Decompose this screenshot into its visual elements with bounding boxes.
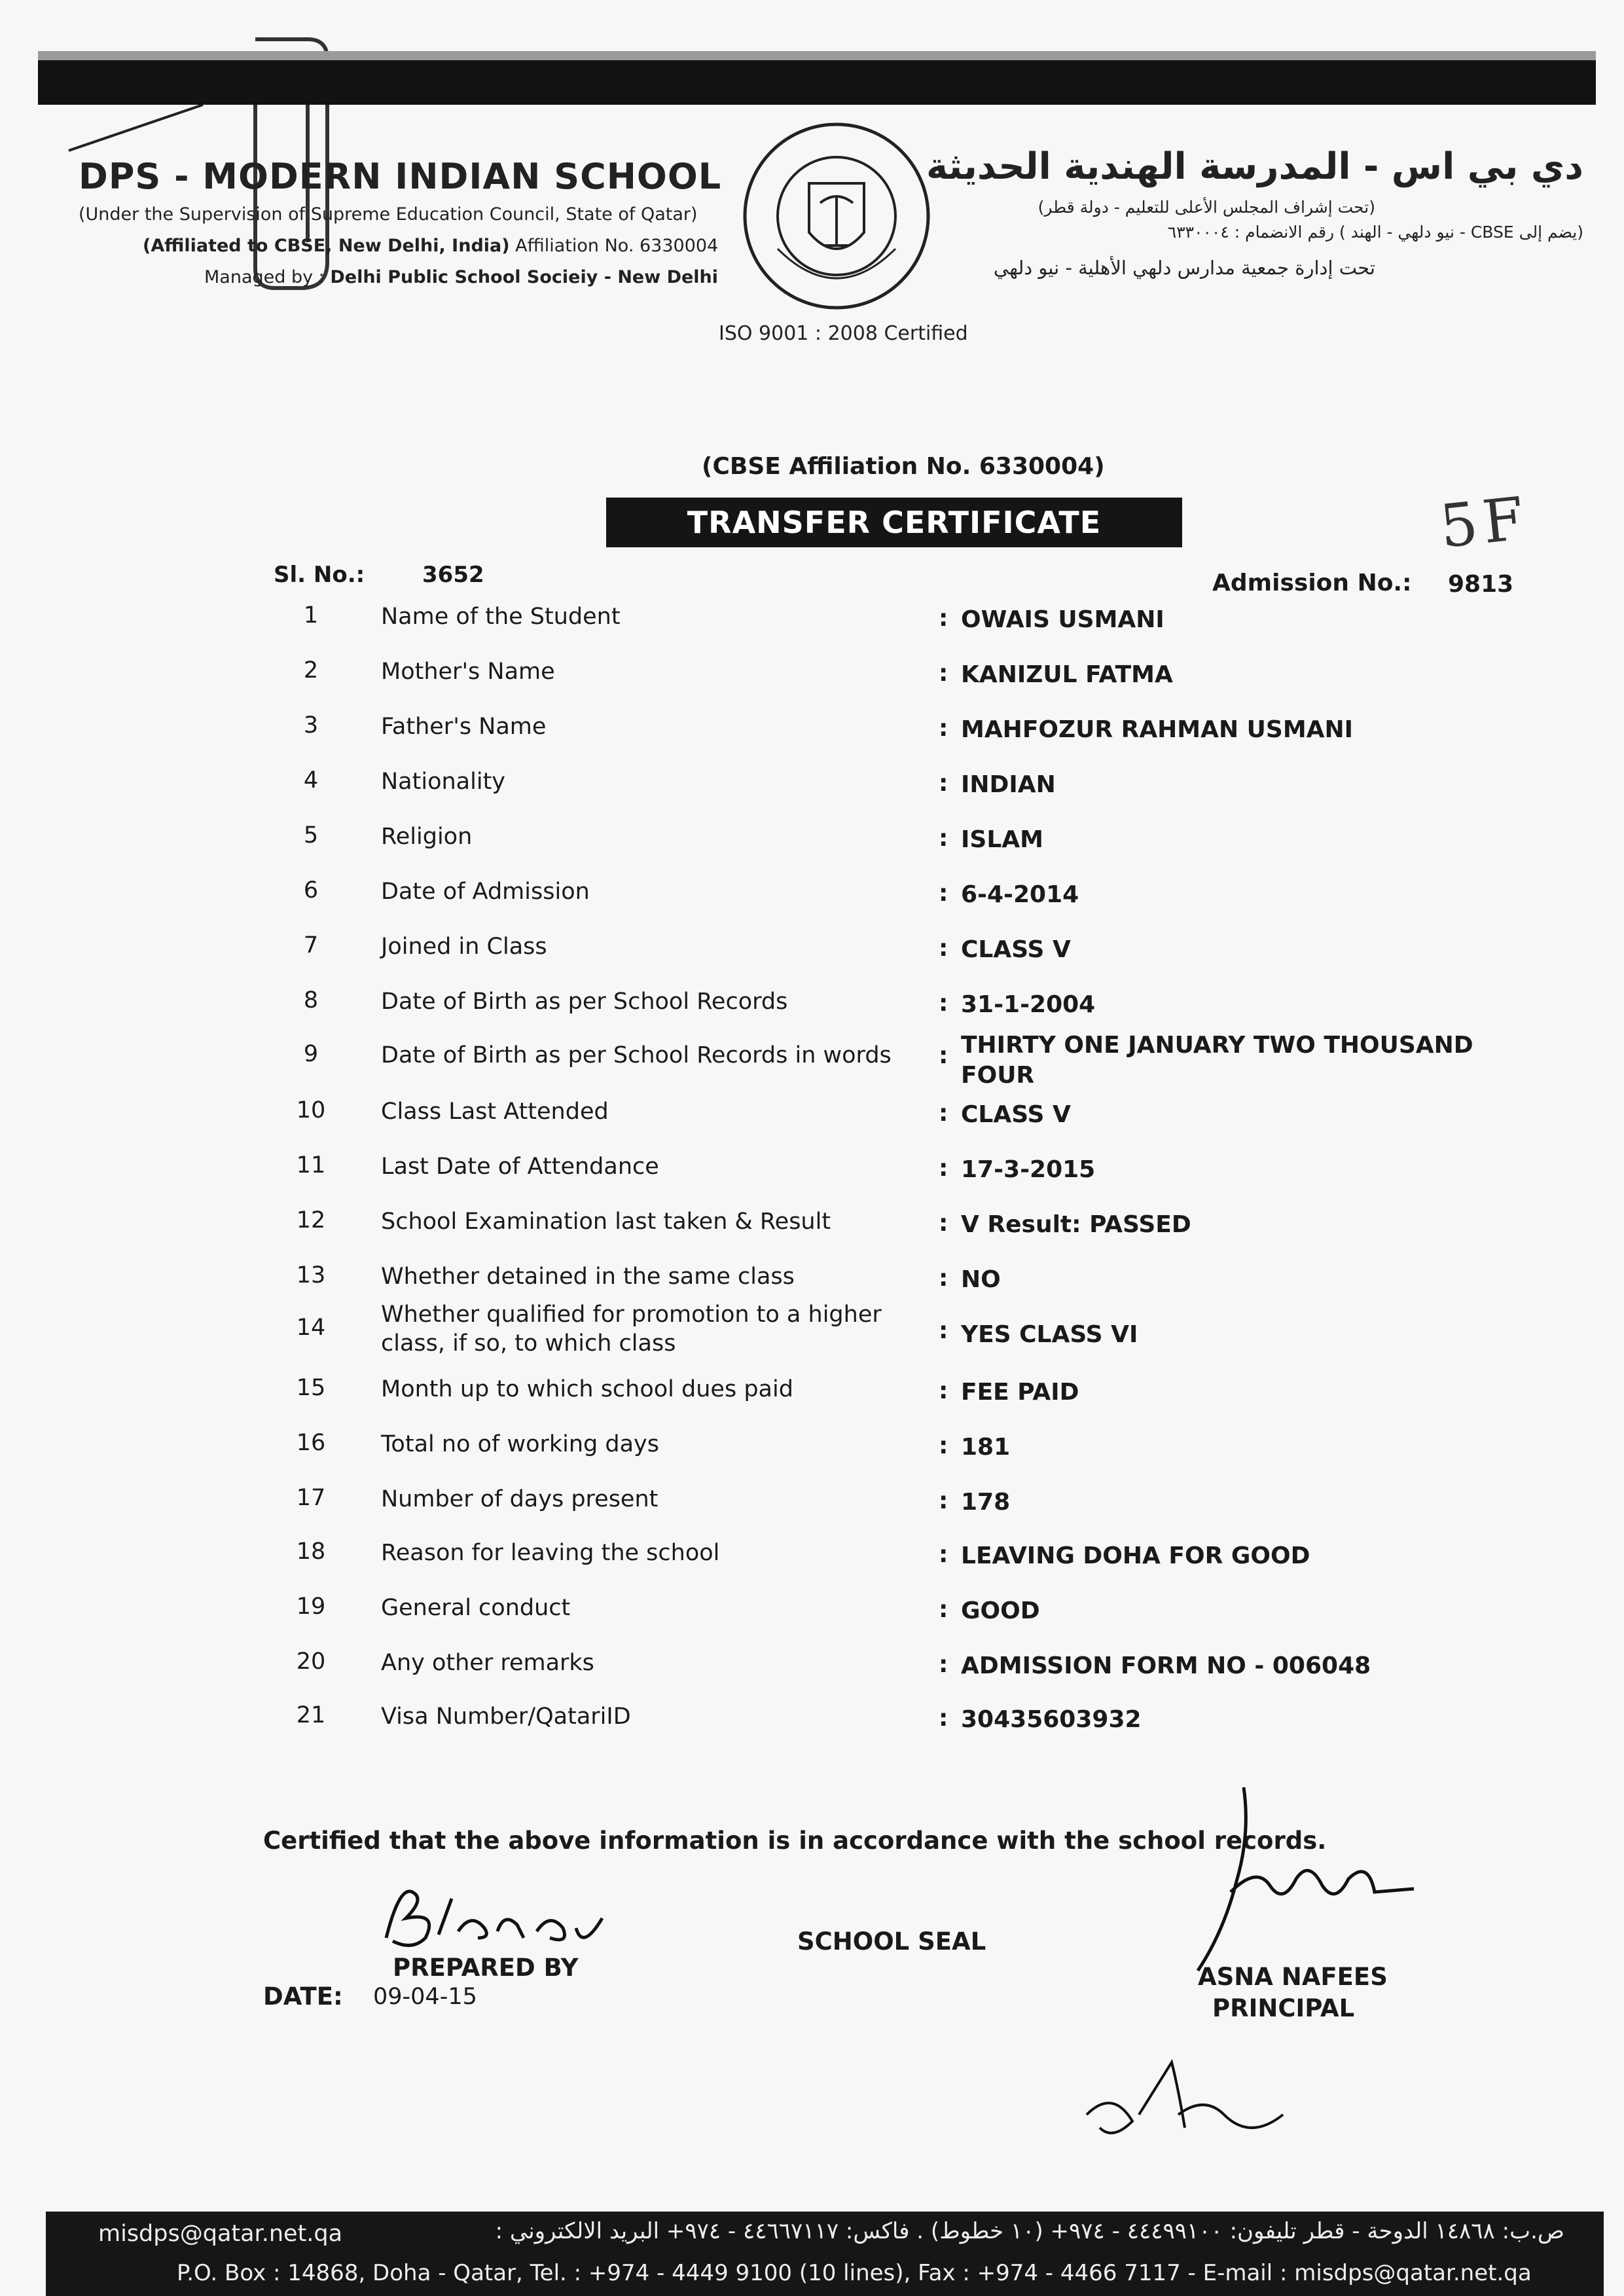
affiliation-number: Affiliation No. 6330004 (509, 236, 719, 256)
row-number: 14 (296, 1315, 326, 1341)
row-label: Visa Number/QatariID (381, 1704, 631, 1730)
initial-signature (1074, 2049, 1296, 2160)
row-label: Total no of working days (381, 1431, 660, 1457)
managed-by: Delhi Public School Socieiy - New Delhi (330, 267, 719, 287)
row-label: Date of Birth as per School Records (381, 989, 788, 1015)
row-label: General conduct (381, 1595, 571, 1621)
row-label: Nationality (381, 769, 506, 795)
row-colon: : (939, 1541, 948, 1568)
row-value: GOOD (961, 1597, 1040, 1624)
certificate-row (0, 1207, 1506, 1260)
row-number: 20 (296, 1649, 326, 1675)
row-number: 5 (303, 822, 319, 848)
row-value: YES CLASS VI (961, 1321, 1138, 1348)
row-label: Whether qualified for promotion to a higher class, if so, to which class (381, 1302, 882, 1357)
row-label: School Examination last taken & Result (381, 1209, 831, 1235)
row-number: 13 (296, 1262, 326, 1288)
certificate-row (0, 1097, 1506, 1150)
row-colon: : (939, 1596, 948, 1623)
certificate-row (0, 767, 1506, 820)
row-value: THIRTY ONE JANUARY TWO THOUSAND FOUR (961, 1032, 1473, 1089)
pen-stroke-mark (65, 98, 209, 157)
certificate-row (0, 1430, 1506, 1482)
row-number: 18 (296, 1539, 326, 1565)
row-value: 178 (961, 1489, 1011, 1516)
row-colon: : (939, 1210, 948, 1237)
admission-number: 9813 (1448, 571, 1514, 598)
row-colon: : (939, 825, 948, 852)
row-colon: : (939, 660, 948, 687)
footer-arabic-contact: ص.ب: ١٤٨٦٨ الدوحة - قطر تليفون: ٤٤٤٩٩١٠٠ - ٩٧٤+ (١٠ خطوط) . فاكس: ٤٤٦٦٧١١٧ - ٩٧٤+ البريد الالكتروني : (495, 2218, 1564, 2244)
footer-email: misdps@qatar.net.qa (98, 2221, 343, 2247)
row-number: 4 (303, 767, 319, 793)
row-label: Name of the Student (381, 604, 621, 630)
row-value: CLASS V (961, 1101, 1071, 1128)
row-number: 15 (296, 1375, 326, 1401)
arabic-school-name: دي بي اس - المدرسة الهندية الحديثة (926, 145, 1583, 188)
managed-line (204, 267, 718, 287)
row-number: 2 (303, 657, 319, 683)
certificate-row (0, 1302, 1506, 1367)
affiliation-line (143, 236, 718, 256)
certificate-row (0, 657, 1506, 710)
cbse-affiliation: (CBSE Affiliation No. 6330004) (702, 453, 1105, 480)
row-number: 10 (296, 1097, 326, 1123)
principal-title: PRINCIPAL (1212, 1994, 1355, 2022)
row-number: 17 (296, 1485, 326, 1511)
certificate-row (0, 1485, 1506, 1537)
row-colon: : (939, 1651, 948, 1678)
certificate-row (0, 712, 1506, 765)
row-label: Mother's Name (381, 659, 555, 685)
certificate-row (0, 602, 1506, 655)
row-colon: : (939, 1317, 948, 1344)
row-value: 6-4-2014 (961, 881, 1079, 908)
row-number: 3 (303, 712, 319, 738)
row-value: V Result: PASSED (961, 1211, 1191, 1238)
row-value: FEE PAID (961, 1379, 1079, 1406)
row-number: 16 (296, 1430, 326, 1456)
date-label: DATE: (263, 1982, 343, 2011)
row-colon: : (939, 1155, 948, 1182)
row-label: Month up to which school dues paid (381, 1376, 793, 1402)
row-label: Date of Admission (381, 879, 590, 905)
row-value: MAHFOZUR RAHMAN USMANI (961, 716, 1354, 743)
row-number: 9 (303, 1041, 319, 1067)
arabic-affiliation: (يضم إلى CBSE - نيو دلهي - الهند ) رقم الانضمام : ٦٣٣٠٠٠٤ (1167, 223, 1583, 242)
certificate-row (0, 1375, 1506, 1427)
supervision-line: (Under the Supervision of Supreme Education Council, State of Qatar) (79, 204, 698, 225)
row-label: Last Date of Attendance (381, 1154, 659, 1180)
row-value: 181 (961, 1434, 1011, 1461)
row-colon: : (939, 1377, 948, 1404)
row-value: NO (961, 1266, 1001, 1293)
row-label: Reason for leaving the school (381, 1540, 720, 1566)
row-label: Class Last Attended (381, 1099, 609, 1125)
row-number: 19 (296, 1594, 326, 1620)
row-colon: : (939, 990, 948, 1017)
row-number: 11 (296, 1152, 326, 1178)
row-label: Number of days present (381, 1486, 659, 1512)
certificate-row (0, 1649, 1506, 1701)
row-number: 12 (296, 1207, 326, 1233)
principal-name: ASNA NAFEES (1198, 1963, 1388, 1991)
row-label: Father's Name (381, 714, 547, 740)
row-number: 1 (303, 602, 319, 629)
row-colon: : (939, 770, 948, 797)
row-colon: : (939, 1042, 948, 1069)
handwritten-mark: 5F (1436, 484, 1532, 562)
row-number: 7 (303, 932, 319, 958)
school-name: DPS - MODERN INDIAN SCHOOL (79, 156, 722, 197)
certificate-row (0, 822, 1506, 875)
certificate-row (0, 1152, 1506, 1205)
row-number: 6 (303, 877, 319, 903)
row-colon: : (939, 1432, 948, 1459)
row-value: LEAVING DOHA FOR GOOD (961, 1542, 1310, 1569)
school-crest-logo (738, 118, 935, 314)
managed-prefix: Managed by : (204, 267, 331, 287)
row-value: ISLAM (961, 826, 1043, 853)
certificate-title: TRANSFER CERTIFICATE (606, 498, 1182, 547)
certificate-row (0, 1032, 1506, 1093)
row-label: Joined in Class (381, 934, 547, 960)
principal-signature (1152, 1781, 1427, 1977)
certificate-row (0, 877, 1506, 930)
admission-number-label: Admission No.: (1212, 570, 1412, 596)
arabic-supervision: (تحت إشراف المجلس الأعلى للتعليم - دولة قطر) (1038, 198, 1375, 217)
serial-number-label: Sl. No.: (274, 562, 365, 588)
certification-statement: Certified that the above information is in accordance with the school records. (263, 1827, 1327, 1855)
row-value: INDIAN (961, 771, 1056, 798)
prepared-by-label: PREPARED BY (393, 1954, 579, 1982)
contact-footer (46, 2212, 1604, 2296)
preparer-signature (373, 1872, 622, 1964)
header-bar-edge (38, 51, 1596, 60)
iso-certification: ISO 9001 : 2008 Certified (719, 322, 968, 345)
row-value: OWAIS USMANI (961, 606, 1164, 633)
arabic-managed-by: تحت إدارة جمعية مدارس دلهي الأهلية - نيو دلهي (993, 257, 1375, 279)
row-label: Whether detained in the same class (381, 1264, 795, 1290)
row-number: 21 (296, 1702, 326, 1728)
row-number: 8 (303, 987, 319, 1013)
row-value: 17-3-2015 (961, 1156, 1096, 1183)
row-colon: : (939, 1265, 948, 1292)
row-colon: : (939, 1100, 948, 1127)
date-value: 09-04-15 (373, 1984, 477, 2010)
row-value: CLASS V (961, 936, 1071, 963)
school-seal-label: SCHOOL SEAL (797, 1927, 986, 1956)
row-label: Religion (381, 824, 473, 850)
row-colon: : (939, 935, 948, 962)
row-colon: : (939, 1487, 948, 1514)
row-value: 31-1-2004 (961, 991, 1096, 1018)
row-colon: : (939, 605, 948, 632)
certificate-row (0, 1594, 1506, 1646)
row-value: 30435603932 (961, 1706, 1142, 1733)
row-label: Date of Birth as per School Records in words (381, 1042, 892, 1068)
row-value: ADMISSION FORM NO - 006048 (961, 1652, 1371, 1679)
footer-address: P.O. Box : 14868, Doha - Qatar, Tel. : +974 - 4449 9100 (10 lines), Fax : +974 - 4466 7117 - E-mail : misdps@qatar.net.qa (177, 2260, 1532, 2286)
row-label: Any other remarks (381, 1650, 594, 1676)
certificate-row (0, 1539, 1506, 1591)
row-colon: : (939, 1705, 948, 1732)
row-value: KANIZUL FATMA (961, 661, 1173, 688)
affiliated-text: (Affiliated to CBSE, New Delhi, India) (143, 236, 510, 256)
row-colon: : (939, 715, 948, 742)
certificate-row (0, 1702, 1506, 1755)
serial-number: 3652 (422, 562, 484, 588)
row-colon: : (939, 880, 948, 907)
certificate-row (0, 932, 1506, 985)
